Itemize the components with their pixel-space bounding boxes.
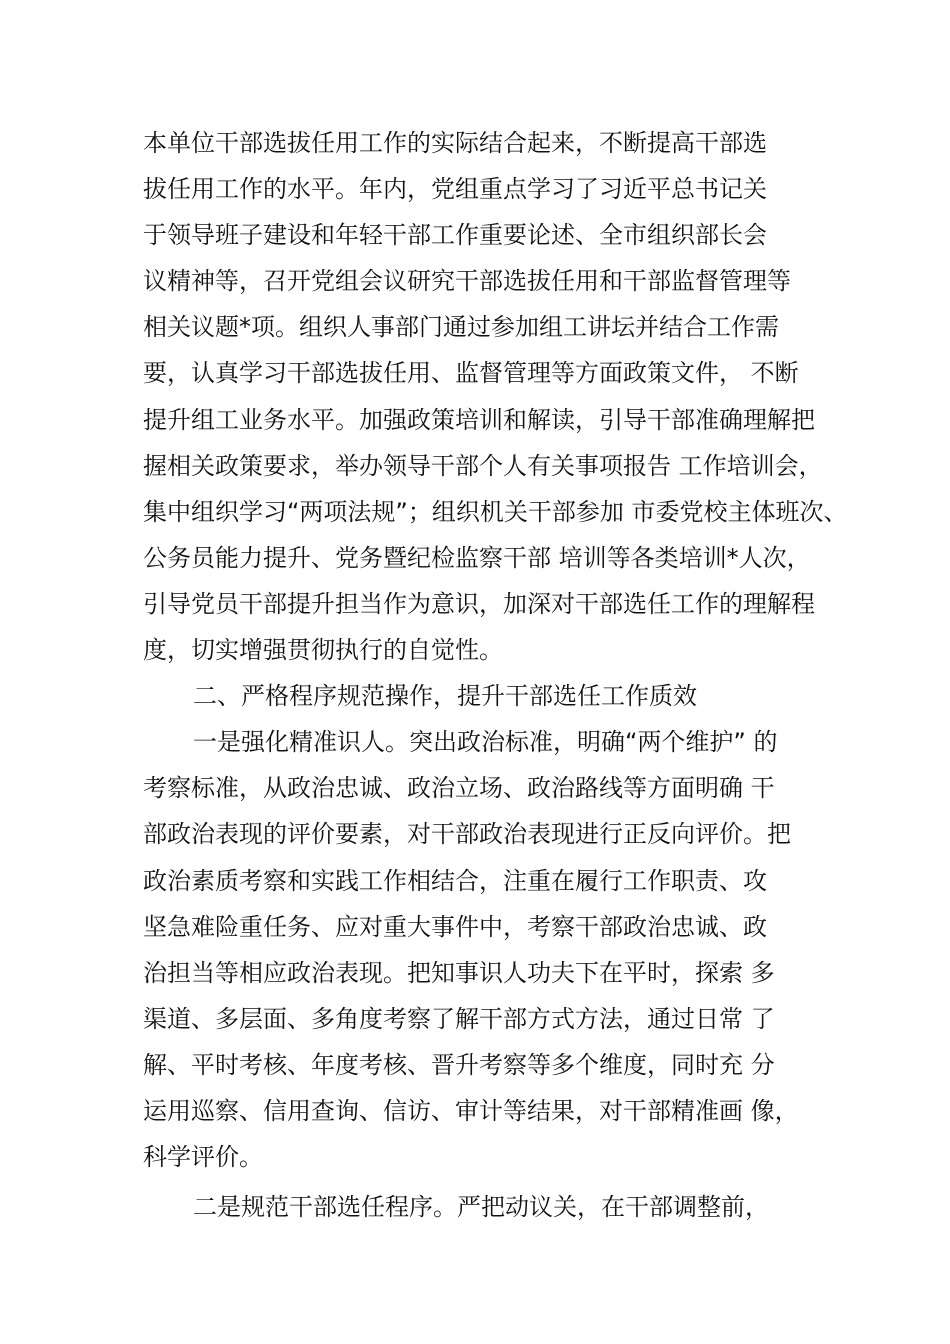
text-line-18: 坚急难险重任务、应对重大事件中，考察干部政治忠诚、政 [143,912,767,941]
text-line-22: 运用巡察、信用查询、信访、审计等结果，对干部精准画 像， [143,1096,799,1125]
text-line-3: 于领导班子建设和年轻干部工作重要论述、全市组织部长会 [143,221,767,250]
text-line-19: 治担当等相应政治表现。把知事识人功夫下在平时，探索 多 [143,958,775,987]
text-line-16: 部政治表现的评价要素，对干部政治表现进行正反向评价。把 [143,820,791,849]
text-line-24: 二是规范干部选任程序。严把动议关，在干部调整前， [193,1193,769,1222]
text-line-21: 解、平时考核、年度考核、晋升考察等多个维度，同时充 分 [143,1050,775,1079]
text-line-1: 本单位干部选拔任用工作的实际结合起来，不断提高干部选 [143,129,767,157]
text-line-4: 议精神等，召开党组会议研究干部选拔任用和干部监督管理等 [143,267,791,296]
text-line-5: 相关议题*项。组织人事部门通过参加组工讲坛并结合工作需 [143,313,779,342]
text-line-12: 度，切实增强贯彻执行的自觉性。 [143,636,503,665]
text-line-17: 政治素质考察和实践工作相结合，注重在履行工作职责、攻 [143,866,767,895]
text-line-20: 渠道、多层面、多角度考察了解干部方式方法，通过日常 了 [143,1004,775,1033]
text-line-15: 考察标准，从政治忠诚、政治立场、政治路线等方面明确 干 [143,774,775,803]
text-line-11: 引导党员干部提升担当作为意识，加深对干部选任工作的理解程 [143,589,815,618]
text-line-8: 握相关政策要求，举办领导干部个人有关事项报告 工作培训会， [143,451,823,480]
text-line-23: 科学评价。 [143,1143,263,1172]
text-line-9: 集中组织学习“两项法规”；组织机关干部参加 市委党校主体班次、 [143,497,848,526]
text-line-7: 提升组工业务水平。加强政策培训和解读，引导干部准确理解把 [143,405,815,434]
section-heading: 二、严格程序规范操作，提升干部选任工作质效 [193,682,697,711]
text-line-6: 要，认真学习干部选拔任用、监督管理等方面政策文件， 不断 [143,359,799,388]
document-body [0,120,950,1230]
text-line-14: 一是强化精准识人。突出政治标准，明确“两个维护” 的 [193,728,778,757]
text-line-10: 公务员能力提升、党务暨纪检监察干部 培训等各类培训*人次， [143,543,811,572]
text-line-2: 拔任用工作的水平。年内，党组重点学习了习近平总书记关 [143,175,767,204]
